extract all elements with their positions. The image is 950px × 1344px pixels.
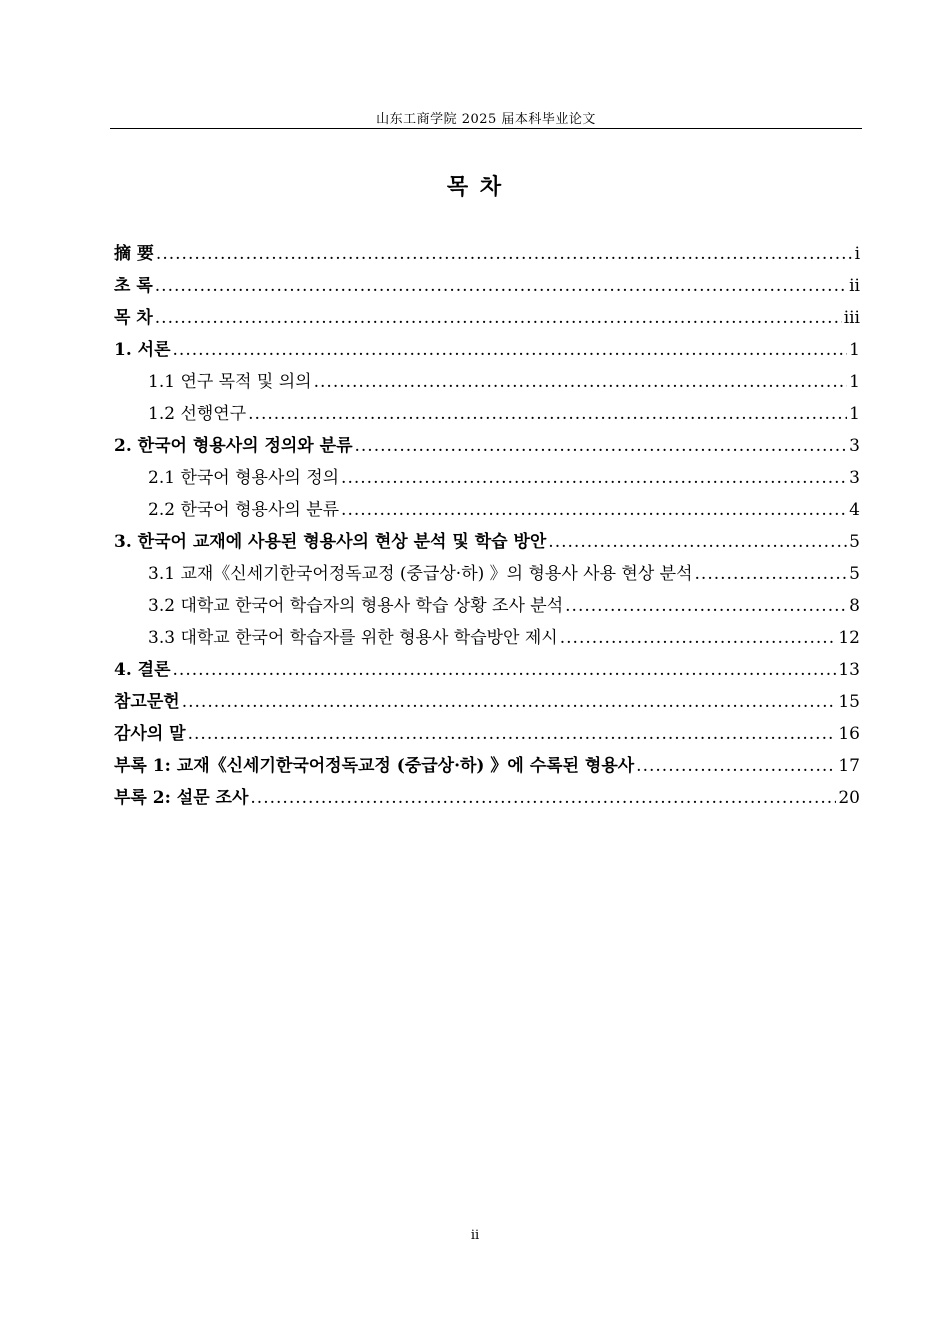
toc-entry[interactable] — [114, 366, 860, 398]
toc-entry[interactable] — [114, 686, 860, 718]
toc-entry-page: iii — [843, 308, 860, 328]
toc-entry[interactable] — [114, 302, 860, 334]
toc-entry-label: 2. 한국어 형용사의 정의와 분류 — [114, 436, 353, 456]
toc-leader-dots — [341, 494, 847, 526]
toc-entry[interactable] — [114, 622, 860, 654]
toc-leader-dots — [341, 462, 847, 494]
header-rule — [110, 128, 862, 129]
toc-entry-page: 1 — [849, 340, 860, 360]
toc-entry[interactable] — [114, 494, 860, 526]
toc-entry-page: ii — [849, 276, 860, 296]
toc-entry-label: 1. 서론 — [114, 340, 171, 360]
toc-entry[interactable] — [114, 238, 860, 270]
toc-entry-page: 4 — [849, 500, 860, 520]
toc-entry-page: 3 — [849, 468, 860, 488]
toc-entry[interactable] — [114, 398, 860, 430]
toc-entry-label: 초 록 — [114, 276, 153, 296]
toc-leader-dots — [173, 654, 837, 686]
toc-entry[interactable] — [114, 462, 860, 494]
toc-leader-dots — [156, 238, 853, 270]
toc-leader-dots — [155, 270, 847, 302]
toc-entry-label: 1.1 연구 목적 및 의의 — [148, 372, 312, 392]
toc-leader-dots — [188, 718, 837, 750]
toc-entry-page: 5 — [849, 532, 860, 552]
toc-entry-label: 3.2 대학교 한국어 학습자의 형용사 학습 상황 조사 분석 — [148, 596, 564, 616]
toc-entry-label: 부록 2: 설문 조사 — [114, 788, 249, 808]
toc-entry[interactable] — [114, 270, 860, 302]
toc-entry-label: 참고문헌 — [114, 692, 180, 712]
toc-entry-label: 2.1 한국어 형용사의 정의 — [148, 468, 340, 488]
toc-leader-dots — [636, 750, 836, 782]
toc-entry-label: 4. 결론 — [114, 660, 171, 680]
toc-entry[interactable] — [114, 750, 860, 782]
toc-leader-dots — [548, 526, 847, 558]
toc-entry-page: 12 — [838, 628, 860, 648]
toc-entry-page: 3 — [849, 436, 860, 456]
toc-leader-dots — [565, 590, 847, 622]
toc-entry-page: 8 — [849, 596, 860, 616]
toc-entry-page: 1 — [849, 404, 860, 424]
toc-leader-dots — [173, 334, 848, 366]
running-header: 山东工商学院 2025 届本科毕业论文 — [376, 112, 596, 127]
toc-leader-dots — [314, 366, 848, 398]
toc-entry-page: 1 — [849, 372, 860, 392]
toc-entry-label: 감사의 말 — [114, 724, 186, 744]
toc-entry[interactable] — [114, 654, 860, 686]
toc-leader-dots — [560, 622, 837, 654]
toc-entry[interactable] — [114, 430, 860, 462]
toc-entry-page: 16 — [838, 724, 860, 744]
toc-leader-dots — [155, 302, 842, 334]
table-of-contents — [114, 238, 860, 814]
page-number: ii — [470, 1228, 480, 1243]
toc-entry-label: 3. 한국어 교재에 사용된 형용사의 현상 분석 및 학습 방안 — [114, 532, 547, 552]
toc-entry[interactable] — [114, 782, 860, 814]
toc-entry[interactable] — [114, 590, 860, 622]
toc-entry-page: i — [854, 244, 860, 264]
toc-leader-dots — [182, 686, 837, 718]
toc-title: 목 차 — [446, 174, 504, 200]
toc-entry-page: 13 — [838, 660, 860, 680]
toc-leader-dots — [355, 430, 848, 462]
toc-leader-dots — [695, 558, 848, 590]
toc-entry-label: 3.3 대학교 한국어 학습자를 위한 형용사 학습방안 제시 — [148, 628, 558, 648]
toc-entry[interactable] — [114, 718, 860, 750]
toc-entry[interactable] — [114, 558, 860, 590]
toc-entry-label: 3.1 교재《신세기한국어정독교정 (중급상·하) 》의 형용사 사용 현상 분석 — [148, 564, 693, 584]
toc-entry-label: 摘 要 — [114, 244, 154, 264]
toc-entry-label: 1.2 선행연구 — [148, 404, 247, 424]
toc-entry[interactable] — [114, 334, 860, 366]
toc-entry-label: 2.2 한국어 형용사의 분류 — [148, 500, 340, 520]
toc-entry-page: 5 — [849, 564, 860, 584]
toc-entry-label: 부록 1: 교재《신세기한국어정독교정 (중급상·하) 》에 수록된 형용사 — [114, 756, 635, 776]
toc-entry-label: 목 차 — [114, 308, 153, 328]
toc-entry-page: 15 — [838, 692, 860, 712]
toc-entry-page: 20 — [838, 788, 860, 808]
toc-entry-page: 17 — [838, 756, 860, 776]
toc-leader-dots — [248, 398, 847, 430]
toc-entry[interactable] — [114, 526, 860, 558]
toc-leader-dots — [250, 782, 836, 814]
